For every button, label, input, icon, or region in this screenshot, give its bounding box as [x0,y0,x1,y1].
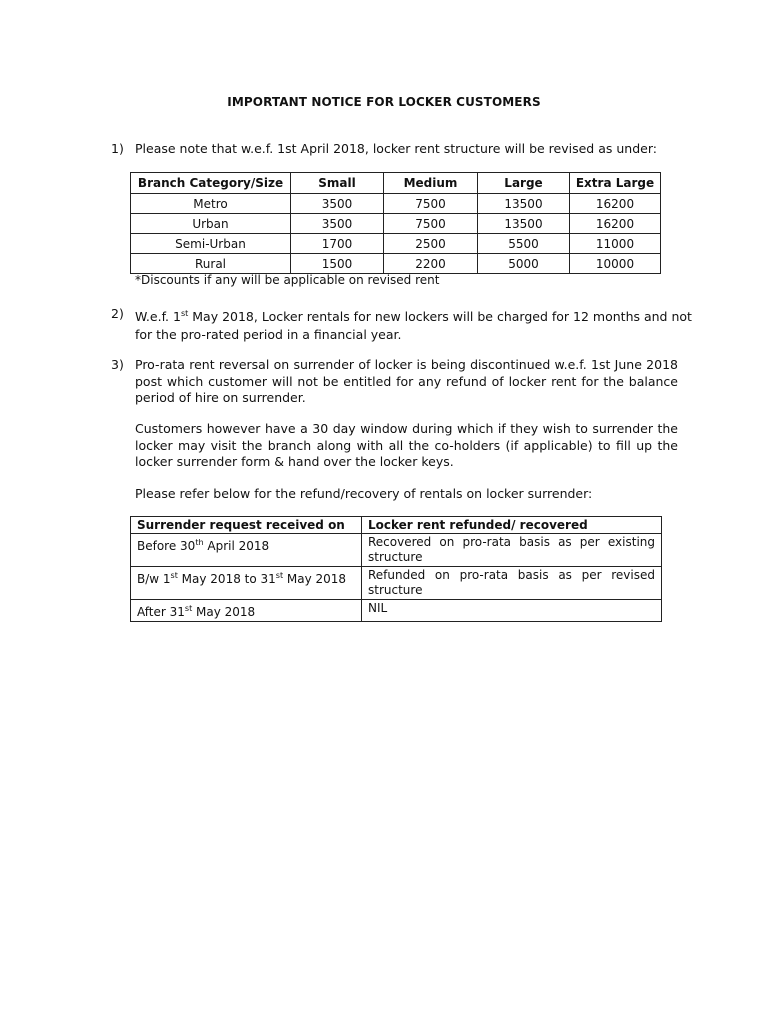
refund-date-cell [131,600,362,622]
rent-header-category: Branch Category/Size [131,173,291,194]
item-2-line-1-end: May 2018, Locker rentals for new lockers will be charged for 12 months and not [188,309,692,325]
window-paragraph: Customers however have a 30 day window during which if they wish to surrender the locker may visit the branch along with all the co-holders (if applicable) to fill up the locker surrender form & hand over the locker keys. [135,421,678,469]
rent-cell: Urban [131,214,291,234]
rent-cell: Metro [131,194,291,214]
rent-cell: Semi-Urban [131,234,291,254]
refund-table-header-row [131,517,662,534]
refund-date-cell [131,534,362,567]
item-2-number: 2) [111,306,124,321]
item-2-ordinal: st [180,309,189,318]
refund-date-ordinal: st [184,604,193,613]
rent-cell: 2200 [384,254,478,274]
refund-row-between [131,567,662,600]
item-3-number: 3) [111,357,124,372]
rent-cell: 10000 [570,254,661,274]
rent-header-large: Large [478,173,570,194]
refund-date-text: Before 30 [137,539,196,553]
refund-date-cell [131,567,362,600]
refer-paragraph: Please refer below for the refund/recovery of rentals on locker surrender: [135,486,593,501]
refund-date-text: April 2018 [203,539,270,553]
refund-value-cell: Refunded on pro-rata basis as per revised structure [362,567,662,600]
rent-cell: 3500 [291,214,384,234]
rent-cell: 13500 [478,194,570,214]
refund-date-text: May 2018 [283,572,347,586]
rent-cell: 2500 [384,234,478,254]
item-1-number: 1) [111,141,124,156]
rent-cell: Rural [131,254,291,274]
rent-cell: 13500 [478,214,570,234]
rent-cell: 5000 [478,254,570,274]
rent-header-small: Small [291,173,384,194]
rent-cell: 7500 [384,194,478,214]
item-2-line-1 [135,306,692,326]
rent-cell: 1500 [291,254,384,274]
rent-cell: 11000 [570,234,661,254]
refund-date-ordinal: st [275,571,284,580]
item-2-text [135,306,692,343]
item-3-text: Pro-rata rent reversal on surrender of locker is being discontinued w.e.f. 1st June 2018 post which customer will not be entitled for any refund of locker rent for the balance period of hire on surrender. [135,357,678,405]
item-2-line-1-start: W.e.f. 1 [135,309,181,325]
rent-row-metro [131,194,661,214]
notice-title: IMPORTANT NOTICE FOR LOCKER CUSTOMERS [227,95,541,109]
rent-row-urban [131,214,661,234]
rent-cell: 16200 [570,214,661,234]
refund-date-text: May 2018 to 31 [177,572,276,586]
rent-header-medium: Medium [384,173,478,194]
refund-date-text: May 2018 [192,605,256,619]
refund-date-ordinal: st [170,571,178,580]
rent-cell: 3500 [291,194,384,214]
item-1-text: Please note that w.e.f. 1st April 2018, locker rent structure will be revised as under: [135,141,657,156]
refund-date-text: B/w 1 [137,572,171,586]
rent-row-semi-urban [131,234,661,254]
rent-cell: 7500 [384,214,478,234]
refund-table [130,516,662,622]
refund-header-rent: Locker rent refunded/ recovered [362,517,662,534]
refund-value-cell: NIL [362,600,662,622]
rent-row-rural [131,254,661,274]
rent-cell: 16200 [570,194,661,214]
refund-row-before [131,534,662,567]
rent-table-header-row [131,173,661,194]
refund-header-request: Surrender request received on [131,517,362,534]
rent-header-extra-large: Extra Large [570,173,661,194]
refund-date-ordinal: th [195,538,204,547]
refund-date-text: After 31 [137,605,185,619]
refund-row-after [131,600,662,622]
item-2-line-2: for the pro-rated period in a financial year. [135,326,402,342]
rent-cell: 1700 [291,234,384,254]
locker-rent-table [130,172,661,274]
refund-value-cell: Recovered on pro-rata basis as per existing structure [362,534,662,567]
discount-note: *Discounts if any will be applicable on revised rent [135,273,440,287]
rent-cell: 5500 [478,234,570,254]
